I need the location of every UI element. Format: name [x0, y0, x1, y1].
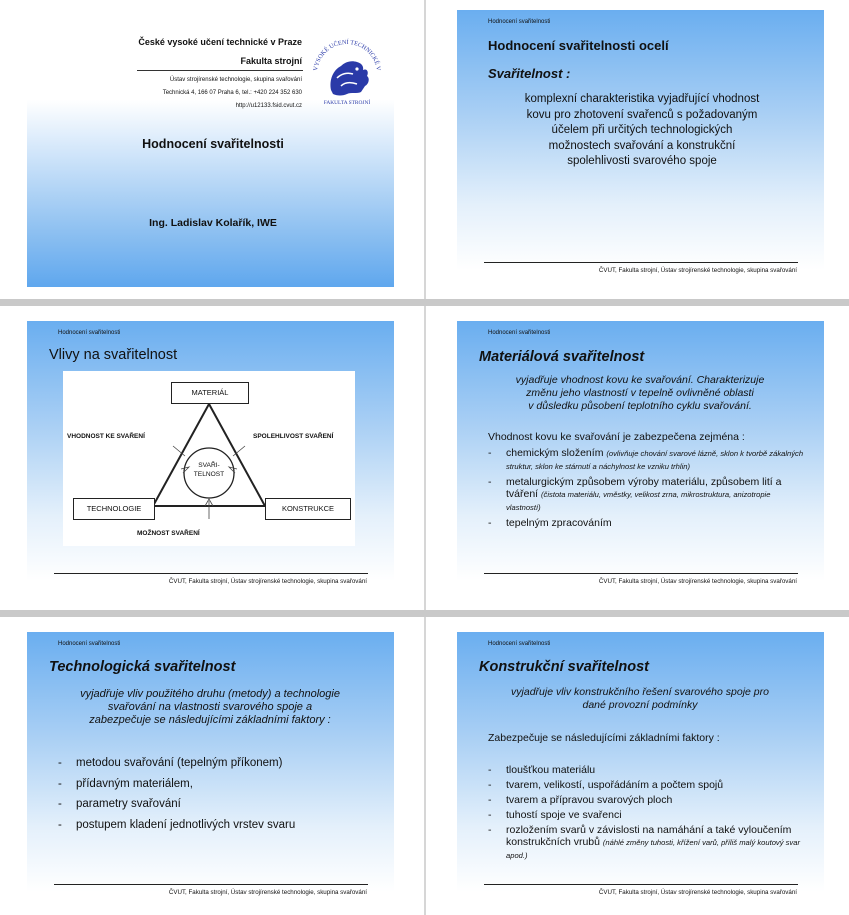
- diagram-center-line: TELNOST: [193, 471, 225, 478]
- list-item: [488, 794, 806, 806]
- slide-footer: ČVUT, Fakulta strojní, Ústav strojírenské technologie, skupina svařování: [598, 889, 797, 896]
- intro-line: zabezpečuje se následujícími základními faktory :: [89, 714, 331, 726]
- diagram-material-box: MATERIÁL: [171, 382, 249, 404]
- item-main: metalurgickým způsobem výroby materiálu, způsobem lití a tváření: [506, 476, 782, 500]
- slide-4-material[interactable]: [457, 321, 824, 581]
- slide-4-intro: [475, 374, 805, 413]
- intro-line: vyjadřuje vliv konstrukčního řešení svarového spoje pro: [511, 686, 769, 698]
- slide-5-technological[interactable]: [27, 632, 394, 892]
- list-item: [488, 809, 806, 821]
- item-main: tloušťkou materiálu: [506, 764, 596, 776]
- slide-header: Hodnocení svařitelnosti: [488, 330, 551, 336]
- institute-address: Technická 4, 166 07 Praha 6, tel.: +420 224 352 630: [162, 90, 302, 96]
- slide-5-list: [58, 753, 295, 835]
- list-item: [488, 517, 806, 529]
- definition-text: [477, 92, 807, 170]
- diagram-label-reliability: SPOLEHLIVOST SVAŘENÍ: [253, 433, 334, 440]
- slide-header: Hodnocení svařitelnosti: [58, 330, 121, 336]
- footer-line: [484, 573, 798, 574]
- slide-6-constructional[interactable]: [457, 632, 824, 892]
- item-main: tvarem, velikostí, uspořádáním a počtem spojů: [506, 779, 724, 791]
- intro-line: v důsledku působení teplotního cyklu svařování.: [528, 400, 752, 412]
- slide-3-influences[interactable]: [27, 321, 394, 581]
- list-item: [488, 447, 806, 473]
- slide-header: Hodnocení svařitelnosti: [488, 641, 551, 647]
- slide-6-intro: [475, 686, 805, 712]
- footer-line: [484, 884, 798, 885]
- diagram-center-label: [184, 461, 234, 479]
- cvut-logo: [307, 32, 387, 112]
- logo-text-top: VYSOKÉ UČENÍ TECHNICKÉ V: [312, 38, 382, 72]
- intro-line: vyjadřuje vhodnost kovu ke svařování. Charakterizuje: [515, 374, 765, 386]
- title-divider: [137, 70, 303, 71]
- definition-line: spolehlivosti svarového spoje: [567, 155, 717, 167]
- slide-6-list: [488, 764, 806, 862]
- definition-line: komplexní charakteristika vyjadřující vhodnost: [524, 93, 760, 105]
- institute-name: Ústav strojírenské technologie, skupina svařování: [169, 77, 302, 83]
- slide-2-title: Hodnocení svařitelnosti ocelí: [488, 38, 669, 53]
- footer-line: [54, 884, 368, 885]
- intro-line: dané provozní podmínky: [582, 699, 698, 711]
- definition-line: účelem při určitých technologických: [551, 124, 733, 136]
- university-name: České vysoké učení technické v Praze: [138, 37, 302, 47]
- presentation-title: Hodnocení svařitelnosti: [142, 137, 284, 151]
- list-item: [488, 764, 806, 776]
- definition-line: kovu pro zhotovení svařenců s požadovaným: [526, 108, 758, 121]
- item-note: (náhlé změny tuhosti, křížení varů, příliš malý koutový svar apod.): [506, 838, 800, 860]
- slide-4-lead: Vhodnost kovu ke svařování je zabezpečena zejména :: [488, 431, 745, 443]
- weldability-diagram: [63, 371, 355, 546]
- slide-2-subtitle: Svařitelnost :: [488, 66, 571, 81]
- item-note: (čistota materiálu, vměstky, velikost zrna, mikrostruktura, anizotropie vlastností): [506, 490, 771, 512]
- slide-3-title: Vlivy na svařitelnost: [49, 347, 178, 363]
- slide-5-title: Technologická svařitelnost: [49, 659, 236, 675]
- faculty-name: Fakulta strojní: [240, 56, 302, 66]
- slide-6-title: Konstrukční svařitelnost: [479, 659, 650, 675]
- slide-4-title: Materiálová svařitelnost: [479, 349, 645, 365]
- item-main: tvarem a přípravou svarových ploch: [506, 794, 673, 806]
- list-item: [488, 824, 806, 862]
- slide-footer: ČVUT, Fakulta strojní, Ústav strojírenské technologie, skupina svařování: [168, 578, 367, 585]
- slide-6-lead: Zabezpečuje se následujícími základními faktory :: [488, 732, 720, 744]
- item-main: tepelným zpracováním: [506, 517, 612, 529]
- presentation-author: Ing. Ladislav Kolařík, IWE: [149, 217, 277, 229]
- item-main: rozložením svarů v závislosti na namáhání a také vyloučením konstrukčních vrubů: [506, 824, 792, 848]
- list-item: - postupem kladení jednotlivých vrstev svaru: [58, 815, 295, 836]
- diagram-center-line: SVAŘI-: [198, 462, 220, 469]
- slide-header: Hodnocení svařitelnosti: [488, 19, 551, 25]
- diagram-technology-box: TECHNOLOGIE: [73, 498, 155, 520]
- logo-text-bottom: FAKULTA STROJNÍ: [323, 100, 371, 106]
- slide-2-definition[interactable]: [457, 10, 824, 270]
- intro-line: vyjadřuje vliv použitého druhu (metody) a technologie: [80, 688, 340, 700]
- slide-footer: ČVUT, Fakulta strojní, Ústav strojírenské technologie, skupina svařování: [598, 267, 797, 274]
- footer-line: [484, 262, 798, 263]
- item-main: tuhostí spoje ve svařenci: [506, 809, 622, 821]
- item-note: (ovlivňuje chování svarové lázně, sklon k tvorbě zákalných struktur, sklon ke stárnutí a náchylnost ke vzniku trhlin): [506, 449, 804, 471]
- list-item: - metodou svařování (tepelným příkonem): [58, 753, 295, 774]
- slide-footer: ČVUT, Fakulta strojní, Ústav strojírenské technologie, skupina svařování: [598, 578, 797, 585]
- item-main: chemickým složením: [506, 447, 604, 459]
- footer-line: [54, 573, 368, 574]
- cvut-logo-icon: [307, 32, 387, 112]
- diagram-construction-box: KONSTRUKCE: [265, 498, 351, 520]
- diagram-label-suitability: VHODNOST KE SVAŘENÍ: [67, 433, 145, 440]
- list-item: [488, 779, 806, 791]
- slide-footer: ČVUT, Fakulta strojní, Ústav strojírenské technologie, skupina svařování: [168, 889, 367, 896]
- definition-line: možnostech svařování a konstrukční: [548, 139, 736, 152]
- institute-url[interactable]: http://u12133.fsid.cvut.cz: [235, 103, 302, 109]
- list-item: - parametry svařování: [58, 794, 295, 815]
- intro-line: změnu jeho vlastností v tepelně ovlivněné oblasti: [526, 387, 754, 399]
- intro-line: svařování na vlastnosti svarového spoje a: [107, 701, 313, 713]
- slide-1-title[interactable]: [27, 27, 394, 287]
- slide-5-intro: [45, 688, 375, 727]
- list-item: [488, 476, 806, 514]
- slide-header: Hodnocení svařitelnosti: [58, 641, 121, 647]
- diagram-label-possibility: MOŽNOST SVAŘENÍ: [137, 530, 200, 537]
- vertical-divider: [424, 0, 426, 915]
- slide-4-list: [488, 447, 806, 529]
- horizontal-divider-1: [0, 299, 849, 306]
- list-item: - přídavným materiálem,: [58, 774, 295, 795]
- horizontal-divider-2: [0, 610, 849, 617]
